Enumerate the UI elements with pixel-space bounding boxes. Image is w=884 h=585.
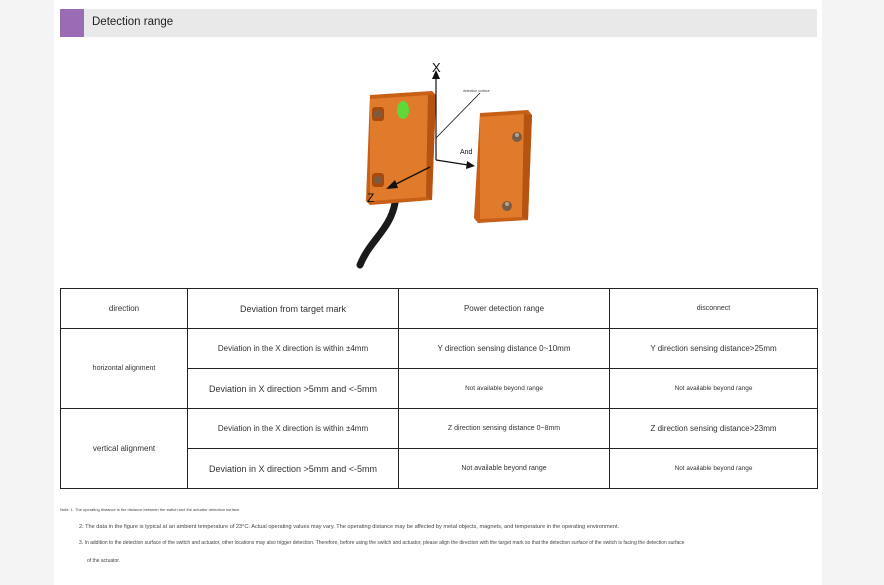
power-range-cell: Y direction sensing distance 0~10mm <box>399 329 610 369</box>
sensor-diagram <box>340 55 560 270</box>
note-line: of the actuator. <box>87 558 121 564</box>
surface-label: detection surface <box>463 89 490 93</box>
switch-body <box>366 91 436 205</box>
header-disconnect: disconnect <box>610 289 818 329</box>
actuator-body <box>474 110 532 223</box>
note-line: 3. In addition to the detection surface of the switch and actuator, other locations may also trigger detection. Therefore, before using the switch and actuator, please align the direction with the target mark so that the detection surface of the switch is facing the detection surface <box>79 540 685 546</box>
detection-range-table <box>60 288 818 489</box>
power-range-cell: Not available beyond range <box>399 369 610 409</box>
deviation-cell: Deviation in X direction >5mm and <-5mm <box>188 449 399 489</box>
note-line: 2. The data in the figure is typical at an ambient temperature of 23°C. Actual operating values may vary. The operating distance may be affected by metal objects, magnets, and temperature in the operating environment. <box>79 524 620 530</box>
section-title: Detection range <box>92 16 174 28</box>
deviation-cell: Deviation in X direction >5mm and <-5mm <box>188 369 399 409</box>
surface-leader-line <box>436 93 480 138</box>
disconnect-cell: Not available beyond range <box>610 449 818 489</box>
disconnect-cell: Z direction sensing distance>23mm <box>610 409 818 449</box>
direction-label: And <box>460 149 473 156</box>
header-direction: direction <box>61 289 188 329</box>
y-axis-arrow <box>436 160 468 165</box>
table-row <box>61 409 818 449</box>
direction-cell: horizontal alignment <box>61 329 188 409</box>
direction-cell: vertical alignment <box>61 409 188 489</box>
table-row <box>61 329 818 369</box>
indicator-led <box>397 101 409 119</box>
deviation-cell: Deviation in the X direction is within ±4mm <box>188 329 399 369</box>
disconnect-cell: Not available beyond range <box>610 369 818 409</box>
note-line: Note: 1. The operating distance is the distance between the switch and the actuator detection surface. <box>60 507 241 512</box>
section-header <box>60 9 817 37</box>
disconnect-cell: Y direction sensing distance>25mm <box>610 329 818 369</box>
deviation-cell: Deviation in the X direction is within ±4mm <box>188 409 399 449</box>
table-header-row <box>61 289 818 329</box>
axis-x-label: X <box>432 60 441 75</box>
sensor-cable <box>360 203 395 265</box>
section-accent-bar <box>60 9 84 37</box>
header-deviation: Deviation from target mark <box>188 289 399 329</box>
header-power-detection-range: Power detection range <box>399 289 610 329</box>
power-range-cell: Z direction sensing distance 0~8mm <box>399 409 610 449</box>
power-range-cell: Not available beyond range <box>399 449 610 489</box>
axis-z-label: Z <box>367 191 375 205</box>
